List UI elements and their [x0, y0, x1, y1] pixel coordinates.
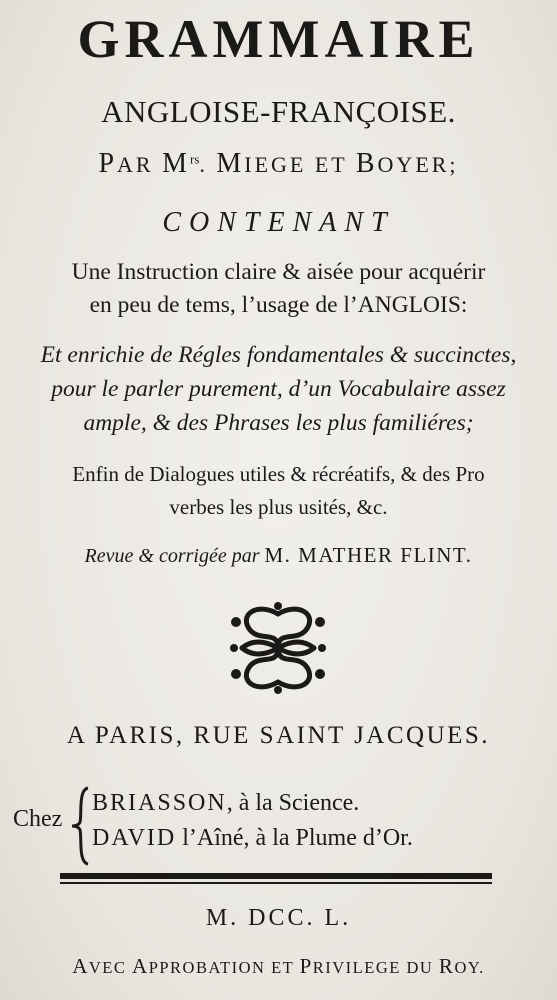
authors-m: M	[162, 148, 190, 179]
approb-vec: VEC	[88, 958, 133, 977]
chez-label: Chez	[13, 806, 63, 832]
approb-rivilege: RIVILEGE DU	[312, 958, 439, 977]
seller-2	[92, 825, 413, 852]
seller-1-name: BRIASSON	[92, 790, 227, 816]
book-subtitle: ANGLOISE-FRANÇOISE.	[101, 94, 456, 129]
authors-boyer-rest: OYER;	[377, 152, 459, 177]
approb-p: P	[299, 954, 313, 978]
book-title: GRAMMAIRE	[77, 9, 480, 69]
approb-pprobation: PPROBATION ET	[148, 958, 300, 977]
description-paragraph-1	[10, 256, 547, 322]
description-2-line-2: pour le parler purement, d’un Vocabulaire assez	[51, 376, 506, 402]
double-rule	[60, 873, 492, 884]
authors-rs: rs	[189, 151, 200, 167]
authors-line	[0, 148, 557, 180]
authors-dot: .	[199, 152, 217, 177]
authors-par-initial: P	[98, 148, 118, 179]
authors-miege-initial: M	[216, 148, 245, 179]
approbation-line	[0, 954, 557, 979]
approb-oy: OY.	[454, 958, 485, 977]
description-1-line-2: en peu de tems, l’usage de l’ANGLOIS:	[89, 292, 468, 318]
fleuron-ornament-icon	[228, 600, 328, 696]
description-3-line-2: verbes les plus usités, &c.	[169, 495, 388, 519]
description-2-line-1: Et enrichie de Régles fondamentales & succinctes,	[40, 342, 517, 368]
description-1-line-1: Une Instruction claire & aisée pour acquérir	[71, 259, 486, 285]
approb-ap: A	[132, 954, 149, 978]
description-2-line-3: ample, & des Phrases les plus familiéres;	[83, 410, 474, 436]
description-paragraph-3	[10, 458, 547, 524]
authors-boyer-initial: B	[355, 148, 378, 179]
authors-par-rest: AR	[117, 152, 163, 177]
seller-1	[92, 790, 359, 817]
contenant-heading: CONTENANT	[162, 207, 395, 238]
description-3-line-1: Enfin de Dialogues utiles & récréatifs, & des Pro	[72, 462, 485, 486]
description-paragraph-2	[10, 338, 547, 440]
seller-1-rest: , à la Science.	[226, 790, 360, 816]
revision-credit-italic: Revue & corrigée par	[84, 545, 265, 567]
approb-r: R	[438, 954, 455, 978]
brace-icon	[70, 786, 92, 866]
revision-credit-name: M. MATHER FLINT.	[264, 543, 473, 567]
imprint-date: M. DCC. L.	[205, 905, 352, 931]
authors-miege-rest: IEGE ET	[244, 152, 356, 177]
approb-a: A	[72, 954, 89, 978]
seller-2-rest: l’Aîné, à la Plume d’Or.	[176, 825, 413, 851]
seller-2-name: DAVID	[92, 825, 177, 851]
imprint-place: A PARIS, RUE SAINT JACQUES.	[66, 722, 491, 749]
revision-credit	[0, 543, 557, 568]
